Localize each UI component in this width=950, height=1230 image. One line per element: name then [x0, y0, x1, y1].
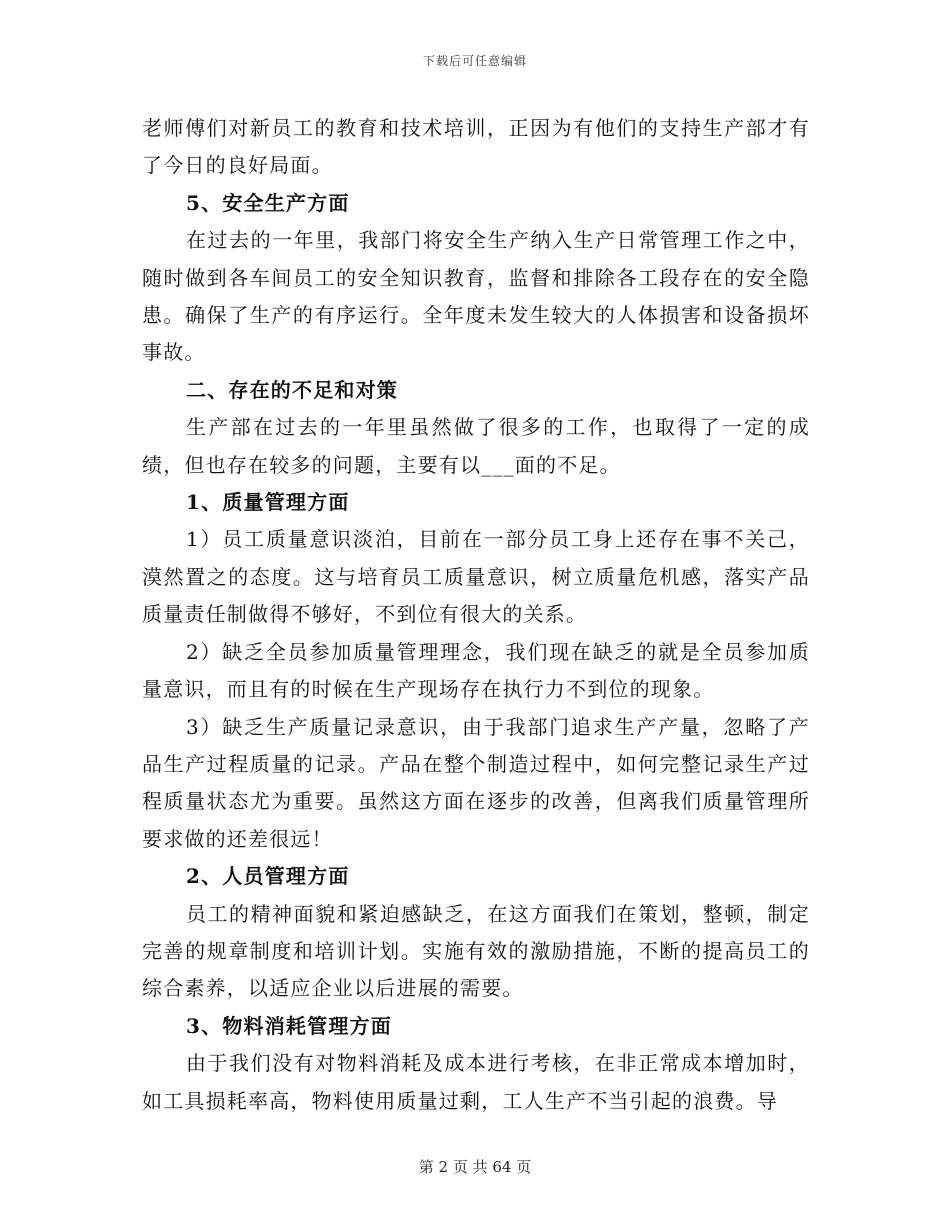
paragraph-continuation: 老师傅们对新员工的教育和技术培训，正因为有他们的支持生产部才有了今日的良好局面。 — [142, 116, 810, 178]
page-header: 下载后可任意编辑 — [422, 54, 527, 68]
heading-shortcomings: 二、存在的不足和对策 — [186, 377, 398, 402]
document-body — [142, 110, 810, 1120]
page-number-footer: 第 2 页 共 64 页 — [418, 1158, 532, 1176]
heading-quality-management: 1、质量管理方面 — [186, 490, 350, 515]
paragraph-safety: 在过去的一年里，我部门将安全生产纳入生产日常管理工作之中，随时做到各车间员工的安全知识教育，监督和排除各工段存在的安全隐患。确保了生产的有序运行。全年度未发生较大的人体损害和设备损坏事故。 — [142, 228, 810, 365]
paragraph-quality-2: 2）缺乏全员参加质量管理理念，我们现在缺乏的就是全员参加质量意识，而且有的时候在生产现场存在执行力不到位的现象。 — [142, 639, 810, 702]
paragraph-material: 由于我们没有对物料消耗及成本进行考核，在非正常成本增加时，如工具损耗率高，物料使用质量过剩，工人生产不当引起的浪费。导 — [142, 1051, 810, 1113]
paragraph-shortcomings-intro: 生产部在过去的一年里虽然做了很多的工作，也取得了一定的成绩，但也存在较多的问题，主要有以___面的不足。 — [142, 415, 810, 477]
paragraph-quality-3: 3）缺乏生产质量记录意识，由于我部门追求生产产量，忽略了产品生产过程质量的记录。产品在整个制造过程中，如何完整记录生产过程质量状态尤为重要。虽然这方面在逐步的改善，但离我们质量管理所要求做的还差很远！ — [142, 714, 810, 851]
paragraph-quality-1: 1）员工质量意识淡泊，目前在一部分员工身上还存在事不关己，漠然置之的态度。这与培育员工质量意识，树立质量危机感，落实产品质量责任制做得不够好，不到位有很大的关系。 — [142, 527, 810, 627]
heading-personnel-management: 2、人员管理方面 — [186, 864, 350, 889]
paragraph-personnel: 员工的精神面貌和紧迫感缺乏，在这方面我们在策划，整顿，制定完善的规章制度和培训计划。实施有效的激励措施，不断的提高员工的综合素养，以适应企业以后进展的需要。 — [142, 901, 810, 1001]
heading-material-consumption: 3、物料消耗管理方面 — [186, 1013, 392, 1038]
heading-safety-production: 5、安全生产方面 — [186, 190, 350, 215]
